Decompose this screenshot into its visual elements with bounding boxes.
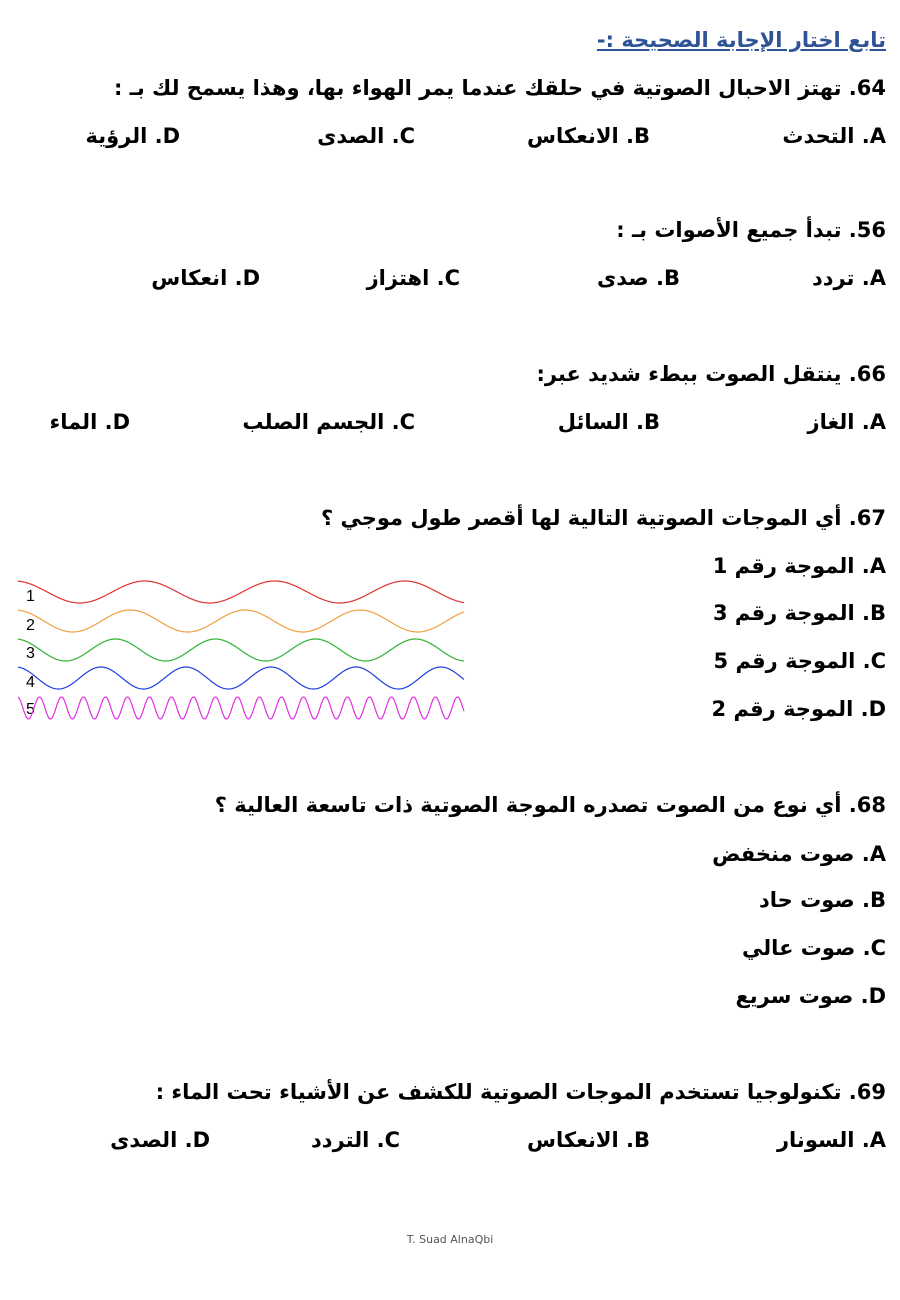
q56-option-d[interactable]: D. انعكاس: [151, 266, 260, 290]
q56-option-a[interactable]: A. تردد: [811, 266, 886, 290]
q69-option-a[interactable]: A. السونار: [776, 1128, 886, 1152]
q64-option-c[interactable]: C. الصدى: [317, 124, 415, 148]
q67-option-b[interactable]: B. الموجة رقم 3: [712, 601, 886, 625]
question-69: 69. تكنولوجيا تستخدم الموجات الصوتية للكشف عن الأشياء تحت الماء :: [155, 1080, 886, 1104]
q64-option-d[interactable]: D. الرؤية: [85, 124, 180, 148]
q64-option-b[interactable]: B. الانعكاس: [527, 124, 650, 148]
question-68: 68. أي نوع من الصوت تصدره الموجة الصوتية ذات تاسعة العالية ؟: [214, 793, 886, 817]
wave-5: [18, 697, 464, 719]
waves-svg: [18, 570, 478, 730]
q66-option-b[interactable]: B. السائل: [557, 410, 660, 434]
q67-option-a[interactable]: A. الموجة رقم 1: [712, 554, 886, 578]
q56-option-c[interactable]: C. اهتزاز: [366, 266, 460, 290]
wave-label-5: 5: [26, 701, 35, 718]
question-66: 66. ينتقل الصوت ببطء شديد عبر:: [536, 362, 886, 386]
q68-option-a[interactable]: A. صوت منخفض: [712, 842, 886, 866]
q66-option-d[interactable]: D. الماء: [49, 410, 130, 434]
q68-option-b[interactable]: B. صوت حاد: [759, 888, 886, 912]
q69-option-d[interactable]: D. الصدى: [110, 1128, 210, 1152]
q69-option-c[interactable]: C. التردد: [311, 1128, 400, 1152]
wave-1: [18, 581, 464, 603]
wave-label-4: 4: [26, 674, 35, 691]
wave-3: [18, 639, 464, 661]
wave-label-2: 2: [26, 617, 35, 634]
question-64: 64. تهتز الاحبال الصوتية في حلقك عندما يمر الهواء بها، وهذا يسمح لك بـ :: [113, 76, 886, 100]
q69-option-b[interactable]: B. الانعكاس: [527, 1128, 650, 1152]
q64-option-a[interactable]: A. التحدث: [782, 124, 886, 148]
q68-option-c[interactable]: C. صوت عالي: [742, 936, 886, 960]
wave-label-3: 3: [26, 645, 35, 662]
q66-option-c[interactable]: C. الجسم الصلب: [242, 410, 415, 434]
q66-option-a[interactable]: A. الغاز: [807, 410, 886, 434]
wave-2: [18, 610, 464, 632]
q68-option-d[interactable]: D. صوت سريع: [735, 984, 886, 1008]
q56-option-b[interactable]: B. صدى: [597, 266, 680, 290]
wave-label-1: 1: [26, 588, 35, 605]
question-67: 67. أي الموجات الصوتية التالية لها أقصر طول موجي ؟: [320, 506, 886, 530]
wave-4: [18, 667, 464, 689]
footer-author: T. Suad AlnaQbi: [406, 1233, 494, 1246]
q67-option-c[interactable]: C. الموجة رقم 5: [713, 649, 886, 673]
q67-option-d[interactable]: D. الموجة رقم 2: [711, 697, 886, 721]
page-heading: تابع اختار الإجابة الصحيحة :-: [596, 28, 886, 52]
question-56: 56. تبدأ جميع الأصوات بـ :: [616, 218, 886, 242]
